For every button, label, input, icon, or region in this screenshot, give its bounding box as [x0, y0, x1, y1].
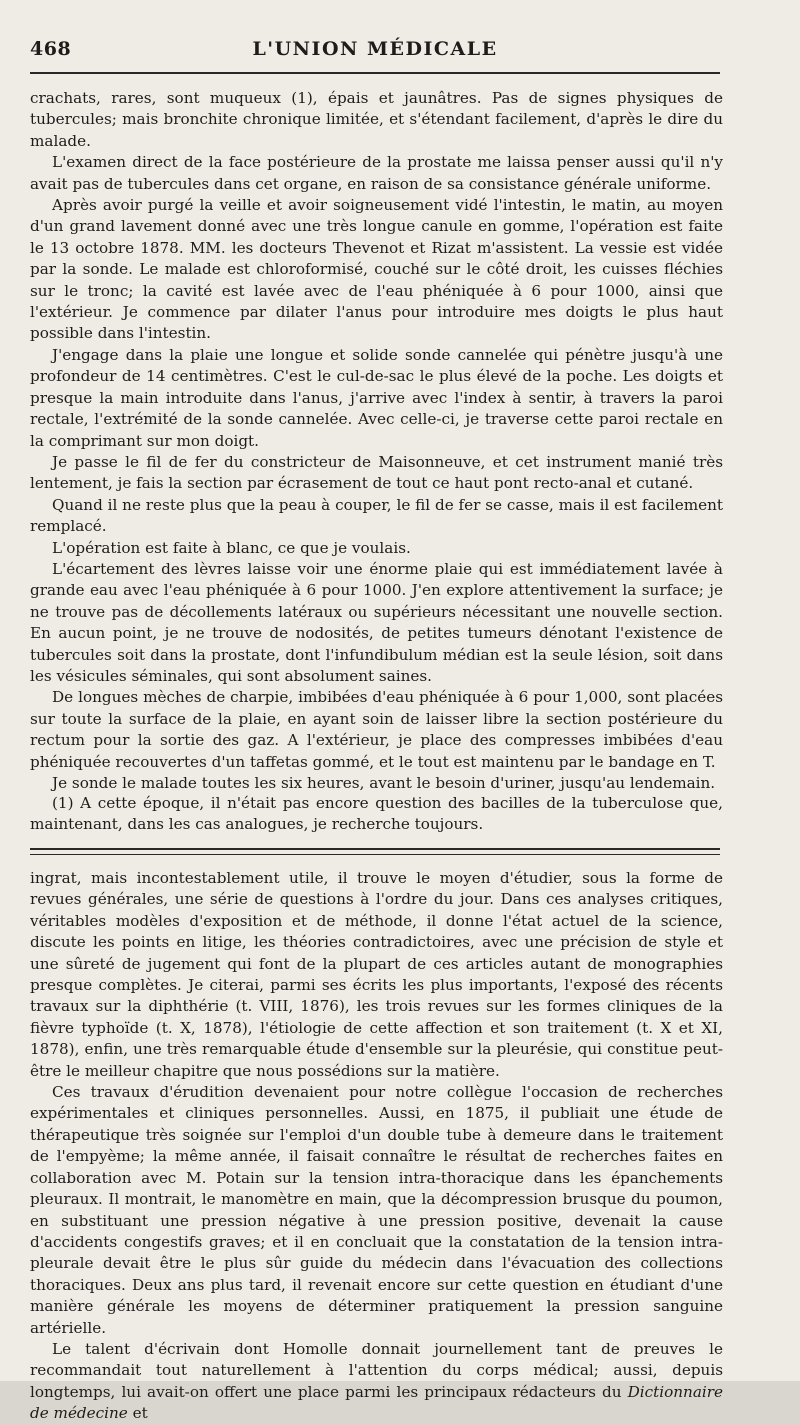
feuilleton-paragraph-1: ingrat, mais incontestablement utile, il trouve le moyen d'étudier, sous la forme de revues générales, une série de questions à l'ordre du jour. Dans ces analyses critiques, véritables modèles d'exposition et de méthode, il donne l'état actuel de la science, discute les points en litige, les théories contradictoires, avec une précision de style et une sûreté de jugement qui font de la plupart de ces articles autant de monographies presque complètes. Je citerai, parmi ses écrits les plus importants, l'exposé des récents travaux sur la diphthérie (t. VIII, 1876), les trois revues sur les formes cliniques de la fièvre typhoïde (t. X, 1878), l'étiologie de cette affection et son traitement (t. X et XI, 1878), enfin, une très remarquable étude d'ensemble sur la pleurésie, qui constitue peut-être le meilleur chapitre que nous possédions sur la matière. [30, 869, 723, 1080]
footnote-text: (1) A cette époque, il n'était pas encore question des bacilles de la tuberculose que, maintenant, dans les cas analogues, je recherche toujours. [30, 794, 723, 834]
article-paragraph-8: L'écartement des lèvres laisse voir une énorme plaie qui est immédiatement lavée à grande eau avec l'eau phéniquée à 6 pour 1000. J'en explore attentivement la surface; je ne trouve pas de décollements latéraux ou supérieurs nécessitant une nouvelle section. En aucun point, je ne trouve de nodosités, de petites tumeurs dénotant l'existence de tubercules soit dans la prostate, dont l'infundibulum médian est la seule lésion, soit dans les vésicules séminales, qui sont absolument saines. [30, 559, 723, 685]
article-paragraph-4: J'engage dans la plaie une longue et solide sonde cannelée qui pénètre jusqu'à une profondeur de 14 centimètres. C'est le cul-de-sac le plus élevé de la poche. Les doigts et presque la main introduite dans l'anus, j'arrive avec l'index à sentir, à travers la paroi rectale, l'extrémité de la sonde cannelée. Avec celle-ci, je traverse cette paroi rectale en la comprimant sur mon doigt. [30, 345, 723, 450]
feuilleton-paragraph-3-end: et [127, 1404, 148, 1423]
feuilleton-separator-thick [30, 848, 720, 850]
feuilleton-body [30, 868, 723, 1425]
article-paragraph-3: Après avoir purgé la veille et avoir soigneusement vidé l'intestin, le matin, au moyen d'un grand lavement donné avec une très longue canule en gomme, l'opération est faite le 13 octobre 1878. MM. les docteurs Thevenot et Rizat m'assistent. La vessie est vidée par la sonde. Le malade est chloroformisé, couché sur le côté droit, les cuisses fléchies sur le tronc; la cavité est lavée avec de l'eau phéniquée à 6 pour 1000, ainsi que l'extérieur. Je commence par dilater l'anus pour introduire mes doigts le plus haut possible dans l'intestin. [30, 196, 723, 343]
page-number: 468 [30, 38, 72, 60]
article-paragraph-7: L'opération est faite à blanc, ce que je voulais. [52, 538, 411, 557]
article-paragraph-1: crachats, rares, sont muqueux (1), épais et jaunâtres. Pas de signes physiques de tubercules; mais bronchite chronique limitée, et s'étendant facilement, d'après le dire du malade. [30, 89, 723, 150]
article-paragraph-2: L'examen direct de la face postérieure de la prostate me laissa penser aussi qu'il n'y avait pas de tubercules dans cet organe, en raison de sa consistance générale uniforme. [30, 153, 723, 193]
feuilleton-paragraph-3-start: Le talent d'écrivain dont Homolle donnait journellement tant de preuves le recommandait tout naturellement à l'attention du corps médical; aussi, depuis longtemps, lui avait-on offert une place parmi les principaux rédacteurs du [30, 1339, 723, 1401]
page-header [30, 34, 720, 68]
header-rule [30, 72, 720, 74]
journal-title: L'UNION MÉDICALE [252, 38, 498, 60]
article-paragraph-10: Je sonde le malade toutes les six heures, avant le besoin d'uriner, jusqu'au lendemain. [52, 774, 716, 792]
feuilleton-separator-thin [30, 854, 720, 855]
article-body [30, 88, 723, 794]
dictionary-title: Dictionnaire de médecine [30, 1382, 723, 1423]
article-paragraph-5: Je passe le fil de fer du constricteur de Maisonneuve, et cet instrument manié très lentement, je fais la section par écrasement de tout ce haut pont recto-anal et cutané. [30, 452, 723, 493]
feuilleton-paragraph-2: Ces travaux d'érudition devenaient pour notre collègue l'occasion de recherches expérimentales et cliniques personnelles. Aussi, en 1875, il publiait une étude de thérapeutique très soignée sur l'emploi d'un double tube à demeure dans le traitement de l'empyème; la même année, il faisait connaître le résultat de recherches faites en collaboration avec M. Potain sur la tension intra-thoracique dans les épanchements pleuraux. Il montrait, le manomètre en main, que la décompression brusque du poumon, en substituant une pression négative à une pression positive, devenait la cause d'accidents congestifs graves; et il en concluait que la constatation de la tension intra-pleurale devait être le plus sûr guide du médecin dans l'évacuation des collections thoraciques. Deux ans plus tard, il revenait encore sur cette question en étudiant d'une manière générale les moyens de déterminer pratiquement la pression sanguine artérielle. [30, 1083, 723, 1337]
feuilleton-paragraph-3 [30, 1339, 723, 1425]
article-paragraph-6: Quand il ne reste plus que la peau à couper, le fil de fer se casse, mais il est facilement remplacé. [30, 495, 723, 536]
footnote [30, 793, 723, 836]
article-paragraph-9: De longues mèches de charpie, imbibées d'eau phéniquée à 6 pour 1,000, sont placées sur toute la surface de la plaie, en ayant soin de laisser libre la section postérieure du rectum pour la sortie des gaz. A l'extérieur, je place des compresses imbibées d'eau phéniquée recouvertes d'un taffetas gommé, et le tout est maintenu par le bandage en T. [30, 688, 723, 771]
